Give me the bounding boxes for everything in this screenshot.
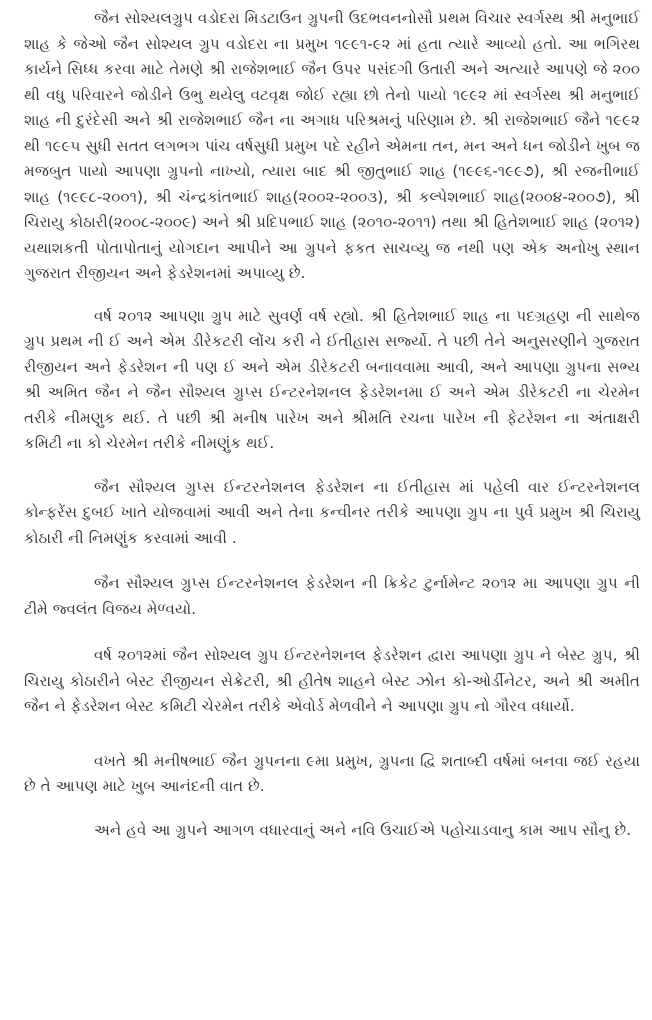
paragraph-closing-note: અને હવે આ ગ્રુપને આગળ વધારવાનું અને નવિ ઉચાઈએ પહોચાડવાનુ કામ આપ સૌનુ છે.	[94, 820, 632, 839]
paragraph-awards-2012: વર્ષ ૨૦૧૨માં જૈન સોશ્યલ ગ્રુપ ઈન્ટરનેશનલ ફેડરેશન દ્વારા આપણા ગ્રુપ ને બેસ્ટ ગ્રુપ, શ્રી ચિરાયુ કોઠારીને બેસ્ટ રીજીયન સેક્રેટરી, શ્રી હીતેષ શાહને બેસ્ટ ઝોન કો-ઓર્ડીનેટર, અને શ્રી અમીત જૈન ને ફેડરેશન બેસ્ટ કમિટી ચેરમેન તરીકે એવોર્ડ મેળવીને ને આપણા ગ્રુપ નો ગૌરવ વધાર્યો.	[24, 646, 640, 715]
paragraph-golden-year-2012: વર્ષ ૨૦૧૨ આપણા ગ્રુપ માટે સુવર્ણ વર્ષ રહ્યો. શ્રી હિતેશભાઈ શાહ ના પદગ્રહણ ની સાથેજ ગ્રુપ પ્રથમ ની ઈ અને એમ ડીરેકટરી લોંચ કરી ને ઈતીહાસ સર્જ્યો. તે પછી તેને અનુસરણીને ગુજરાત રીજીયન અને ફેડરેશન ની પણ ઈ અને એમ ડીરેકટરી બનાવવામા આવી, અને આપણા ગ્રુપના સભ્ય શ્રી અમિત જૈન ને જૈન સૌશ્યલ ગ્રુપ્સ ઈન્ટરનેશનલ ફેડરેશનમા ઈ અને એમ ડીરેકટરી ના ચેરમેન તરીકે નીમણુક થઈ. તે પછી શ્રી મનીષ પારેખ અને શ્રીમતિ રચના પારેખ ની ફેટરેશન ના અંતાક્ષરી કમિટી ના કો ચેરમેન તરીકે નીમણુંક થઈ.	[24, 306, 640, 452]
paragraph-group-history: જૈન સોશ્યલગ્રુપ વડોદરા મિડટાઉન ગ્રુપની ઉદભવનનોસૌ પ્રથમ વિચાર સ્વર્ગસ્થ શ્રી મનુભાઈ શાહ કે જેઓ જૈન સોશ્યલ ગ્રુપ વડોદરા ના પ્રમુખ ૧૯૯૧-૯૨ માં હતા ત્યારે આવ્યો હતો. આ ભગિરથ કાર્યને સિધ્ધ કરવા માટે તેમણે શ્રી રાજેશભાઈ જૈન ઉપર પસંદગી ઉતારી અને અત્યારે આપણે જે ૨૦૦ થી વધુ પરિવારને જોડીને ઉભુ થયેલુ વટવૃક્ષ જોઈ રહ્યા છો તેનો પાયો ૧૯૯૨ માં સ્વર્ગસ્થ શ્રી મનુભાઈ શાહ ની દુરંદેસી અને શ્રી રાજેશભાઈ જૈન ના અગાધ પરિશ્રમનું પરિણામ છે. શ્રી રાજેશભાઈ જૈને ૧૯૯૨ થી ૧૯૯૫ સુધી સતત લગભગ પાંચ વર્ષસુધી પ્રમુખ પદે રહીને એમના તન, મન અને ધન જોડીને ખુબ જ મજબુત પાયો આપણા ગ્રુપનો નાખ્યો, ત્યારા બાદ શ્રી જીતુભાઈ શાહ (૧૯૯૬-૧૯૯૭), શ્રી રજનીભાઈ શાહ (૧૯૯૮-૨૦૦૧), શ્રી ચંન્દ્રકાંતભાઈ શાહ(૨૦૦૨-૨૦૦૩), શ્રી કલ્પેશભાઈ શાહ(૨૦૦૪-૨૦૦૭), શ્રી ચિરાયુ કોઠારી(૨૦૦૮-૨૦૦૯) અને શ્રી પ્રદિપભાઈ શાહ (૨૦૧૦-૨૦૧૧) તથા શ્રી હિતેશભાઈ શાહ (૨૦૧૨) યથાશકતી પોતાપોતાનું યોગદાન આપીને આ ગ્રુપને ફકત સાચવ્યુ જ નથી પણ એક અનોખુ સ્થાન ગુજરાત રીજીયન અને ફેડરેશનમાં અપાવ્યુ છે.	[24, 9, 640, 282]
paragraph-new-president: વખતે શ્રી મનીષભાઈ જૈન ગ્રુપનના ૯મા પ્રમુખ, ગ્રુપના દ્વિ શતાબ્દી વર્ષમાં બનવા જઈ રહયા છે તે આપણ માટે ખુબ આનંદની વાત છે.	[24, 751, 640, 795]
paragraph-cricket-tournament: જૈન સૌશ્યલ ગ્રુપ્સ ઈન્ટરનેશનલ ફેડરેશન ની ક્રિકેટ ટુર્નામેન્ટ ૨૦૧૨ મા આપણા ગ્રુપ ની ટીમે જ્વલંત વિજય મેળ્વયો.	[24, 574, 640, 618]
paragraph-dubai-conference: જૈન સૌશ્યલ ગ્રુપ્સ ઈન્ટરનેશનલ ફેડરેશન ના ઈતીહાસ માં પહેલી વાર ઈન્ટરનેશનલ કોન્ફરેંસ દુબઈ ખાતે યોજવામાં આવી અને તેના કન્વીનર તરીકે આપણા ગ્રુપ ના પુર્વ પ્રમુખ શ્રી ચિરાયુ કોઠારી ની નિમણુંક કરવામાં આવી .	[24, 477, 640, 547]
